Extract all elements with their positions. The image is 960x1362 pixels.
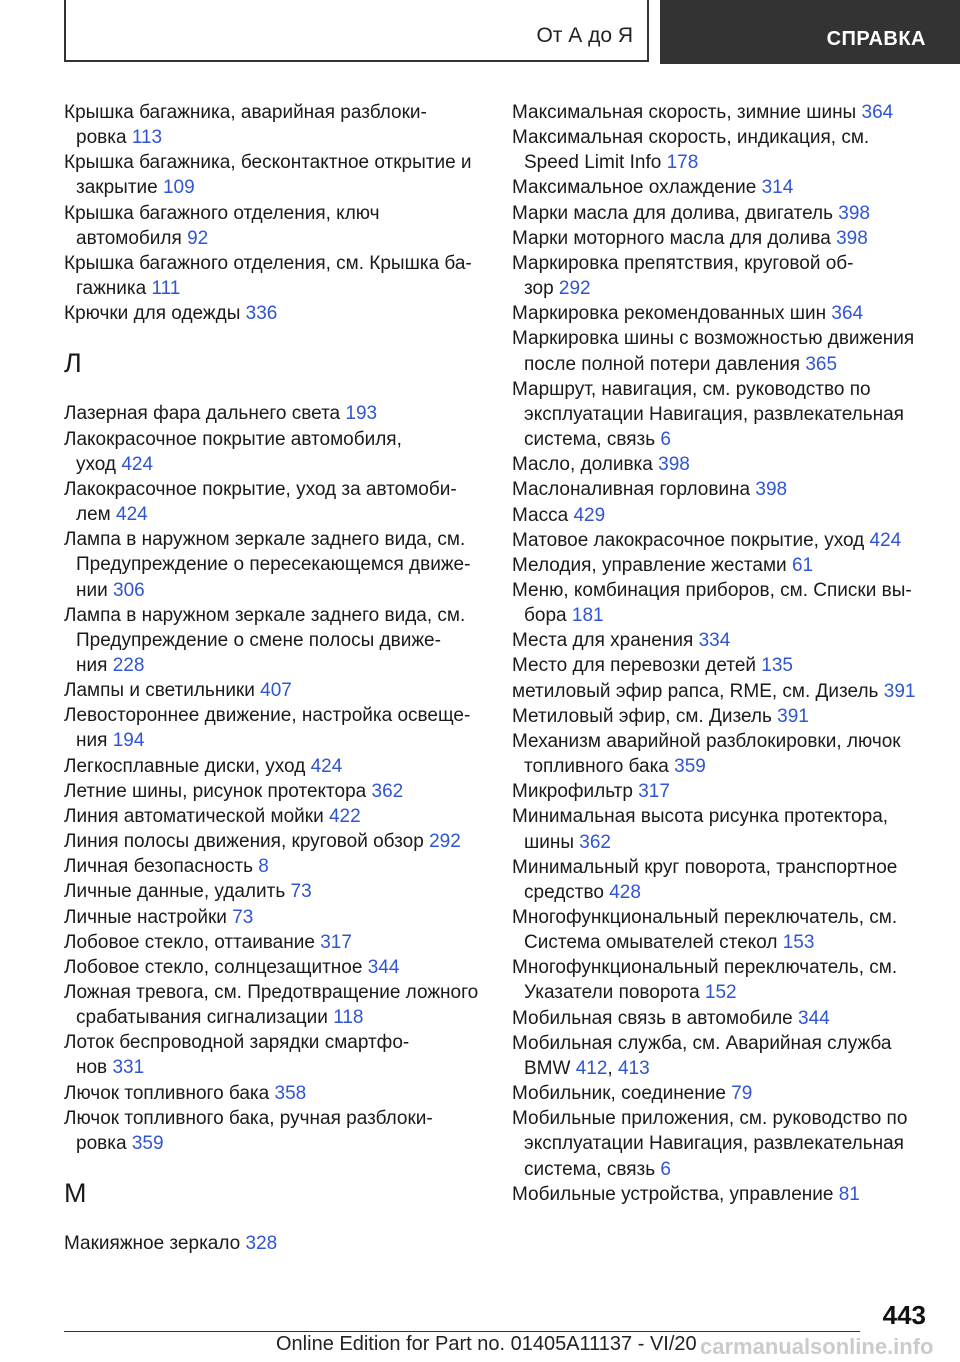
page-link[interactable]: 111 — [151, 278, 181, 300]
index-entry-text: Максимальная скорость, зимние шины — [512, 102, 857, 123]
index-entry-text: Мобильник, соединение — [512, 1083, 726, 1105]
header-chapter-title: От А до Я — [536, 24, 633, 47]
index-entry-text: Лоток беспроводной зарядки смартфо- — [64, 1032, 410, 1054]
index-entry-text: после полной потери давления — [524, 353, 801, 375]
index-entry-text: Масса — [512, 504, 569, 526]
index-entry-text: метиловый эфир рапса, RME, см. Дизель — [512, 680, 879, 702]
index-entry-text: эксплуатации Навигация, развлекательная — [524, 1133, 904, 1155]
page-link[interactable]: 6 — [660, 1158, 671, 1180]
index-entry — [512, 628, 932, 653]
page-link[interactable]: 359 — [674, 756, 706, 778]
index-section-letter: Л — [64, 348, 82, 379]
index-entry — [512, 1182, 932, 1207]
page-link[interactable]: 334 — [698, 630, 731, 652]
index-entry-text: Маслоналивная горловина — [512, 479, 751, 501]
index-entry-text: Лакокрасочное покрытие, уход за автомоби- — [64, 478, 457, 500]
index-entry — [64, 401, 484, 426]
index-section-letter: М — [64, 1178, 87, 1209]
index-entry-text: Мелодия, управление жестами — [512, 554, 787, 576]
page-link[interactable]: 358 — [274, 1082, 307, 1104]
index-entry-text: автомобиля — [76, 227, 182, 249]
index-entry — [512, 100, 932, 125]
index-entry — [512, 905, 932, 955]
page-link[interactable]: 365 — [805, 353, 838, 375]
index-entry — [64, 930, 484, 955]
index-entry-text: лем — [76, 504, 111, 526]
index-entry-text: система, связь — [524, 1158, 656, 1180]
page-link[interactable]: 8 — [258, 856, 269, 878]
index-entry-text: Мобильные устройства, управление — [512, 1183, 834, 1205]
page-link[interactable]: 61 — [791, 554, 814, 576]
index-entry-text: Маршрут, навигация, см. руководство по — [512, 378, 871, 400]
page-link[interactable]: 398 — [836, 227, 868, 249]
index-entry-text: Максимальное охлаждение — [512, 177, 757, 199]
index-entry — [512, 452, 932, 477]
index-entry — [512, 251, 932, 301]
page-link[interactable]: 424 — [121, 453, 154, 475]
page-link[interactable]: 314 — [761, 177, 794, 199]
index-entry — [64, 879, 484, 904]
page-link[interactable]: 79 — [731, 1083, 753, 1105]
index-entry-text: Лампа в наружном зеркале заднего вида, см. — [64, 604, 466, 626]
index-entry — [512, 1006, 932, 1031]
edition-text: Online Edition for Part no. 01405A11137 - VI/20 — [276, 1333, 697, 1355]
index-entry — [64, 1231, 484, 1256]
page-link[interactable]: 193 — [345, 403, 378, 425]
page-link[interactable]: 391 — [777, 705, 809, 727]
header-chapter-box — [64, 0, 649, 62]
index-entry-text: бора — [524, 605, 567, 627]
page-link[interactable]: 181 — [571, 605, 604, 627]
index-entry-text: Матовое лакокрасочное покрытие, уход — [512, 529, 865, 551]
page-link[interactable]: 413 — [617, 1057, 650, 1079]
index-entry-text: Марки моторного масла для долива — [512, 227, 831, 249]
index-entry-text: Метиловый эфир, см. Дизель — [512, 705, 772, 727]
header-section-tab[interactable] — [660, 0, 960, 64]
index-entry-text: Крючки для одежды — [64, 303, 241, 325]
index-entry-text: шины — [524, 831, 575, 853]
page-link[interactable]: 317 — [320, 931, 352, 953]
index-entry-text: Лампы и светильники — [64, 680, 255, 702]
index-entry-text: Лазерная фара дальнего света — [64, 403, 341, 425]
index-entry-text: закрытие — [76, 177, 158, 199]
page-link[interactable]: 364 — [831, 303, 864, 325]
index-entry-text: Мобильные приложения, см. руководство по — [512, 1108, 908, 1130]
index-entry-text: Личная безопасность — [64, 856, 254, 878]
index-entry — [64, 1030, 484, 1080]
page-link[interactable]: 344 — [798, 1007, 830, 1029]
index-entry-text: Масло, доливка — [512, 454, 653, 476]
page-link[interactable]: 152 — [704, 982, 737, 1004]
page-number: 443 — [882, 1300, 926, 1330]
index-entry — [512, 855, 932, 905]
index-entry — [512, 528, 932, 553]
index-entry — [64, 779, 484, 804]
page-link[interactable]: 424 — [310, 755, 343, 777]
page-link[interactable]: 153 — [782, 932, 815, 954]
index-entry — [64, 100, 484, 150]
index-entry — [64, 980, 484, 1030]
index-entry-text: Крышка багажника, аварийная разблоки- — [64, 102, 427, 123]
index-entry — [512, 125, 932, 175]
index-entry-text: ния — [76, 730, 108, 752]
index-entry-text: ровка — [76, 127, 127, 149]
page-link[interactable]: 398 — [755, 479, 788, 501]
index-entry — [512, 226, 932, 251]
index-entry — [512, 955, 932, 1005]
index-entry-text: Указатели поворота — [524, 982, 700, 1004]
index-entry-text: Предупреждение о пересекающемся движе- — [76, 554, 471, 576]
index-entry-text: средство — [524, 881, 604, 903]
index-entry — [64, 150, 484, 200]
index-entry-text: Лампа в наружном зеркале заднего вида, см. — [64, 529, 466, 551]
index-entry — [512, 578, 932, 628]
index-entry-text: Предупреждение о смене полосы движе- — [76, 629, 441, 651]
index-entry — [512, 1081, 932, 1106]
index-entry-text: Максимальная скорость, индикация, см. — [512, 127, 870, 149]
index-entry-text: зор — [524, 278, 554, 300]
index-entry — [512, 553, 932, 578]
page-link[interactable]: 228 — [112, 654, 145, 676]
index-entry — [512, 377, 932, 452]
page-link[interactable]: 398 — [658, 454, 690, 476]
page-link[interactable]: 292 — [558, 278, 591, 300]
index-entry — [64, 527, 484, 602]
index-entry-text: Мобильная связь в автомобиле — [512, 1007, 793, 1029]
index-column-right — [512, 100, 932, 1207]
page-link[interactable]: 292 — [429, 831, 461, 853]
index-column-left — [64, 100, 484, 1256]
index-entry-text: ния — [76, 654, 108, 676]
page-link[interactable]: 364 — [861, 102, 894, 123]
index-entry-text: Маркировка рекомендованных шин — [512, 303, 827, 325]
index-entry — [64, 829, 484, 854]
index-entry-text: Крышка багажного отделения, ключ — [64, 202, 380, 224]
index-entry-text: топливного бака — [524, 756, 669, 778]
index-entry-text: Ложная тревога, см. Предотвращение ложного — [64, 982, 479, 1003]
index-entry-text: Крышка багажного отделения, см. Крышка ба- — [64, 252, 472, 274]
index-entry-text: Система омывателей стекол — [524, 932, 778, 954]
index-entry — [64, 955, 484, 980]
index-entry: Мобильная служба, см. Аварийная служба BMW 412, 413 — [512, 1032, 892, 1079]
index-entry — [64, 703, 484, 753]
index-entry-text: Легкосплавные диски, уход — [64, 755, 306, 777]
index-entry-text: Летние шины, рисунок протектора — [64, 780, 367, 802]
index-entry — [512, 729, 932, 779]
page-link[interactable]: 391 — [883, 680, 916, 702]
index-entry-text: Маркировка шины с возможностью движения — [512, 328, 915, 350]
page-link[interactable]: 81 — [838, 1183, 860, 1205]
index-entry-text: Личные настройки — [64, 906, 227, 928]
page-link[interactable]: 422 — [328, 805, 361, 827]
index-entry — [64, 678, 484, 703]
index-entry-text: Макияжное зеркало — [64, 1233, 241, 1255]
index-entry-text: Маркировка препятствия, круговой об- — [512, 252, 854, 274]
page-link[interactable]: 424 — [869, 529, 902, 551]
page-link[interactable]: 178 — [666, 152, 699, 174]
page-link[interactable]: 424 — [116, 504, 148, 526]
page-link[interactable]: 331 — [112, 1057, 145, 1079]
index-entry-text: нов — [76, 1057, 108, 1079]
index-entry-text: Лобовое стекло, оттаивание — [64, 931, 315, 953]
page-link[interactable]: 398 — [838, 202, 870, 224]
index-entry-text: Многофункциональный переключатель, см. — [512, 957, 898, 979]
index-entry-text: Лобовое стекло, солнцезащитное — [64, 956, 363, 978]
index-entry — [512, 477, 932, 502]
page-link[interactable]: 118 — [333, 1007, 364, 1029]
index-entry-text: Механизм аварийной разблокировки, лючок — [512, 730, 901, 752]
index-entry-text: гажника — [76, 278, 147, 300]
index-entry — [64, 1081, 484, 1106]
index-entry-text: Мобильная служба, см. Аварийная служба — [512, 1032, 892, 1054]
index-entry-text: Левостороннее движение, настройка освеще- — [64, 705, 471, 727]
index-entry — [512, 1106, 932, 1181]
index-entry — [512, 804, 932, 854]
index-entry-text: Минимальный круг поворота, транспортное — [512, 856, 898, 878]
index-entry-text: Личные данные, удалить — [64, 881, 286, 903]
index-entry — [64, 754, 484, 779]
page-link[interactable]: 328 — [245, 1233, 278, 1255]
index-entry — [512, 679, 932, 704]
page-link[interactable]: 359 — [131, 1132, 164, 1154]
index-entry — [64, 854, 484, 879]
header-section-title: СПРАВКА — [826, 28, 926, 50]
index-entry — [512, 326, 932, 376]
page-link[interactable]: 317 — [638, 781, 670, 803]
page-link[interactable]: 73 — [290, 881, 312, 903]
page-link[interactable]: 113 — [131, 127, 163, 149]
page-link[interactable]: 109 — [162, 177, 195, 199]
index-entry-text: нии — [76, 579, 108, 601]
index-entry — [64, 905, 484, 930]
index-entry-text: Минимальная высота рисунка протектора, — [512, 806, 889, 828]
page-link[interactable]: 362 — [371, 780, 404, 802]
index-entry-text: эксплуатации Навигация, развлекательная — [524, 403, 904, 425]
index-entry-text: Меню, комбинация приборов, см. Списки вы- — [512, 579, 912, 601]
index-entry-text: Многофункциональный переключатель, см. — [512, 907, 898, 928]
index-entry-text: система, связь — [524, 429, 656, 451]
index-entry-text: Линия полосы движения, круговой обзор — [64, 831, 424, 853]
index-entry — [512, 779, 932, 804]
page-link[interactable]: 429 — [573, 504, 606, 526]
index-entry-text: Лакокрасочное покрытие автомобиля, — [64, 428, 402, 450]
page-link[interactable]: 306 — [113, 579, 145, 601]
index-entry — [512, 704, 932, 729]
page-link[interactable]: 92 — [187, 227, 209, 249]
index-entry — [64, 477, 484, 527]
index-entry-text: уход — [76, 453, 117, 475]
index-entry-text: Лючок топливного бака — [64, 1082, 270, 1104]
page-link[interactable]: 428 — [609, 881, 641, 903]
index-entry-text: срабатывания сигнализации — [76, 1007, 328, 1029]
index-entry-text: Speed Limit Info — [524, 152, 662, 174]
index-entry-text: Лючок топливного бака, ручная разблоки- — [64, 1107, 433, 1129]
page-link[interactable]: 194 — [112, 730, 145, 752]
footer-divider — [64, 1331, 860, 1332]
page-link[interactable]: 362 — [579, 831, 611, 853]
index-entry-text: BMW — [524, 1057, 571, 1079]
watermark-text: carmanualsonline.info — [700, 1334, 934, 1359]
page-link[interactable]: 407 — [260, 680, 292, 702]
index-entry — [64, 804, 484, 829]
page-link[interactable]: 73 — [232, 906, 254, 928]
page-link[interactable]: 344 — [367, 956, 400, 978]
index-entry — [512, 301, 932, 326]
index-entry-text: Микрофильтр — [512, 781, 633, 803]
index-entry — [512, 653, 932, 678]
index-entry — [512, 503, 932, 528]
index-entry — [64, 301, 484, 326]
page-link[interactable]: 135 — [761, 655, 793, 677]
index-entry-text: Марки масла для долива, двигатель — [512, 202, 833, 224]
index-entry — [64, 603, 484, 678]
index-entry-text: Места для хранения — [512, 630, 694, 652]
index-entry — [64, 201, 484, 251]
index-entry-text: Линия автоматической мойки — [64, 805, 324, 827]
index-entry — [512, 201, 932, 226]
index-entry-text: ровка — [76, 1132, 127, 1154]
index-entry — [64, 427, 484, 477]
page-link[interactable]: 412 — [575, 1057, 608, 1079]
index-entry — [64, 251, 484, 301]
index-entry — [512, 175, 932, 200]
page-link[interactable]: 6 — [660, 429, 671, 451]
index-entry-text: Крышка багажника, бесконтактное открытие и — [64, 152, 472, 174]
index-entry — [64, 1106, 484, 1156]
page-link[interactable]: 336 — [245, 303, 278, 325]
index-entry-text: Место для перевозки детей — [512, 655, 757, 677]
